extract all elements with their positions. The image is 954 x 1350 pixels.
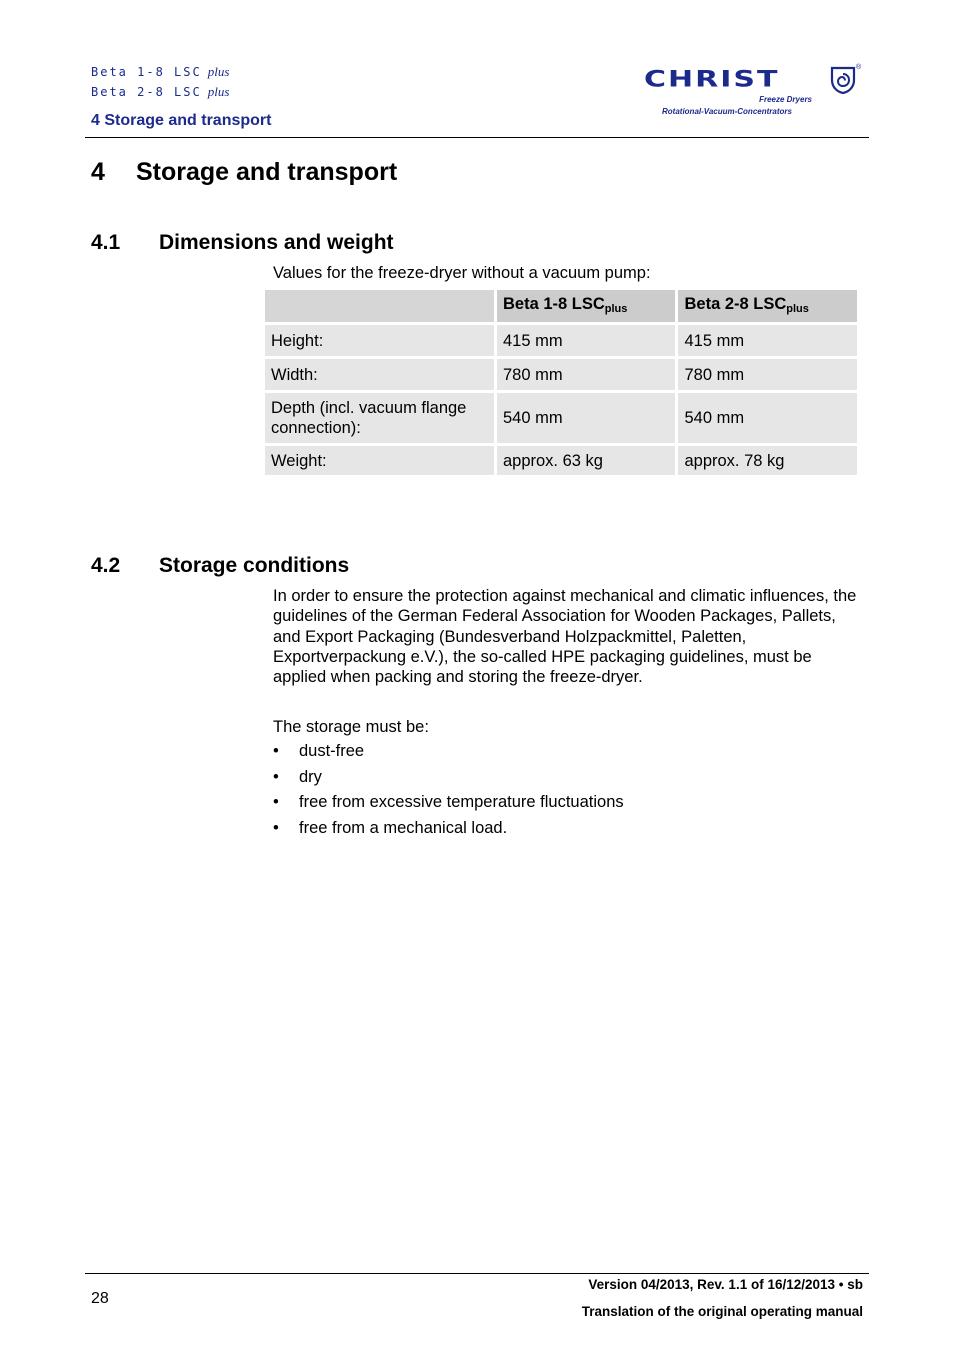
section-4-2-heading: [91, 554, 349, 578]
christ-swirl-icon: [830, 66, 856, 94]
chapter-heading: [91, 158, 397, 187]
section-4-1-title: Dimensions and weight: [159, 231, 394, 254]
row-value: 415 mm: [678, 325, 857, 356]
row-label: Weight:: [265, 446, 494, 475]
table-row: [265, 325, 857, 356]
chapter-title: Storage and transport: [136, 158, 398, 186]
row-value: approx. 63 kg: [497, 446, 676, 475]
storage-paragraph: In order to ensure the protection against mechanical and climatic influences, the guidelines of the German Federal Association for Wooden Packages, Pallets, and Export Packaging (Bundesverband Holzpackmittel, Paletten, Exportverpackung e.V.), the so-called HPE packaging guidelines, must be applied when packing and storing the freeze-dryer.: [273, 587, 857, 687]
table-row: [265, 446, 857, 475]
logo-registered-mark: ®: [856, 64, 862, 71]
column-subscript: plus: [786, 302, 809, 315]
row-label: Height:: [265, 325, 494, 356]
storage-requirements-list: [273, 739, 624, 841]
section-4-2-title: Storage conditions: [159, 554, 350, 577]
row-value: 780 mm: [678, 359, 857, 390]
row-value: 415 mm: [497, 325, 676, 356]
row-value: approx. 78 kg: [678, 446, 857, 475]
model-name-2: Beta 2-8 LSC: [91, 85, 202, 99]
logo-tagline-2: Rotational-Vacuum-Concentrators: [662, 107, 792, 116]
storage-list-intro: The storage must be:: [273, 718, 429, 736]
row-value: 540 mm: [497, 393, 676, 443]
model-suffix-2: plus: [207, 84, 230, 99]
header-model-line-1: [91, 64, 229, 80]
bullet-icon: •: [273, 818, 279, 837]
footer-translation-note: Translation of the original operating manual: [581, 1304, 863, 1319]
header-section-title: 4 Storage and transport: [91, 112, 272, 129]
logo-tagline-1: Freeze Dryers: [759, 95, 812, 104]
row-label: Depth (incl. vacuum flange connection):: [265, 393, 494, 443]
list-item: [273, 816, 624, 842]
footer-version: Version 04/2013, Rev. 1.1 of 16/12/2013 • sb: [588, 1277, 863, 1292]
table-row: [265, 359, 857, 390]
list-item: [273, 765, 624, 791]
list-item: [273, 790, 624, 816]
section-4-2-number: 4.2: [91, 554, 121, 577]
chapter-number: 4: [91, 158, 105, 186]
column-subscript: plus: [604, 302, 628, 315]
section-4-1-heading: [91, 231, 394, 255]
row-label: Width:: [265, 359, 494, 390]
row-value: 780 mm: [497, 359, 676, 390]
list-item-text: free from excessive temperature fluctuations: [299, 793, 624, 811]
list-item: [273, 739, 624, 765]
model-name-1: Beta 1-8 LSC: [91, 65, 202, 79]
section-4-1-number: 4.1: [91, 231, 121, 254]
dimensions-table: [262, 287, 860, 478]
header-divider: [85, 137, 869, 138]
dimensions-intro: Values for the freeze-dryer without a vacuum pump:: [273, 264, 651, 282]
column-name: Beta 2-8 LSC: [684, 294, 787, 313]
table-header-cell: [497, 290, 676, 322]
table-header-empty-cell: [265, 290, 494, 322]
bullet-icon: •: [273, 742, 279, 760]
bullet-icon: •: [273, 767, 279, 786]
logo-brand-text: CHRIST: [644, 66, 780, 93]
list-item-text: free from a mechanical load.: [299, 818, 508, 837]
model-suffix-1: plus: [207, 64, 230, 79]
list-item-text: dry: [299, 767, 322, 786]
bullet-icon: •: [273, 793, 279, 811]
column-name: Beta 1-8 LSC: [502, 294, 605, 313]
list-item-text: dust-free: [299, 742, 365, 760]
christ-logo: [644, 64, 866, 120]
table-header-row: [265, 290, 857, 322]
page-number: 28: [91, 1290, 109, 1307]
table-header-cell: [678, 290, 857, 322]
header-model-line-2: [91, 84, 229, 100]
footer-divider: [85, 1273, 869, 1274]
row-value: 540 mm: [678, 393, 857, 443]
table-row: [265, 393, 857, 443]
